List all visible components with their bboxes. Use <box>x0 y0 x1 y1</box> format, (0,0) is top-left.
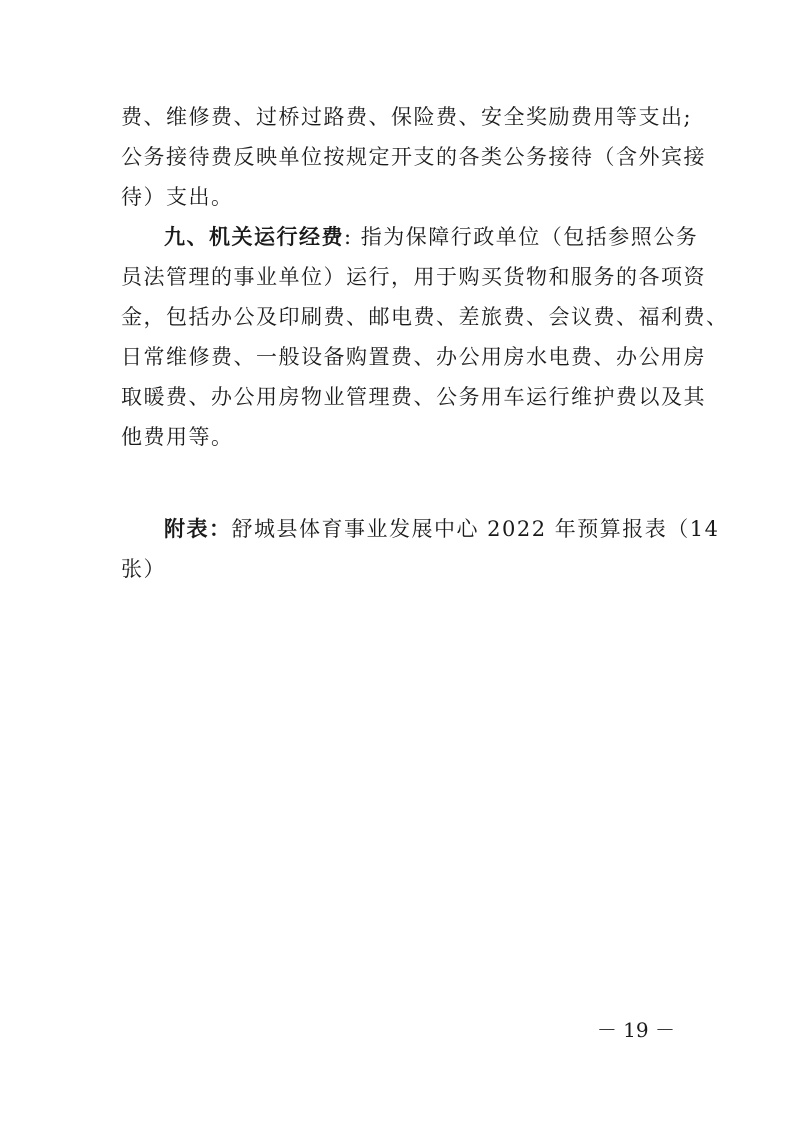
section-9-heading: 九、机关运行经费 <box>164 224 344 249</box>
page-number: － 19 － <box>596 1018 675 1042</box>
paragraph-line: 公务接待费反映单位按规定开支的各类公务接待（含外宾接 <box>121 145 706 169</box>
paragraph-line: 日常维修费、一般设备购置费、办公用房水电费、办公用房 <box>121 345 706 369</box>
section-9-text: : 指为保障行政单位（包括参照公务 <box>344 225 699 249</box>
paragraph-line: 员法管理的事业单位）运行，用于购买货物和服务的各项资 <box>121 265 706 289</box>
attachment-text: 舒城县体育事业发展中心 2022 年预算报表（14 <box>231 517 720 541</box>
section-9-first-line <box>164 223 699 251</box>
paragraph-line: 他费用等。 <box>121 425 234 449</box>
paragraph-line: 取暖费、办公用房物业管理费、公务用车运行维护费以及其 <box>121 385 706 409</box>
paragraph-line: 费、维修费、过桥过路费、保险费、安全奖励费用等支出; <box>121 105 693 129</box>
paragraph-line: 待）支出。 <box>121 185 234 209</box>
attachment-label: 附表： <box>164 516 232 541</box>
paragraph-line: 金，包括办公及印刷费、邮电费、差旅费、会议费、福利费、 <box>121 305 729 329</box>
attachment-line-2: 张） <box>121 557 166 581</box>
attachment-line <box>164 515 720 543</box>
